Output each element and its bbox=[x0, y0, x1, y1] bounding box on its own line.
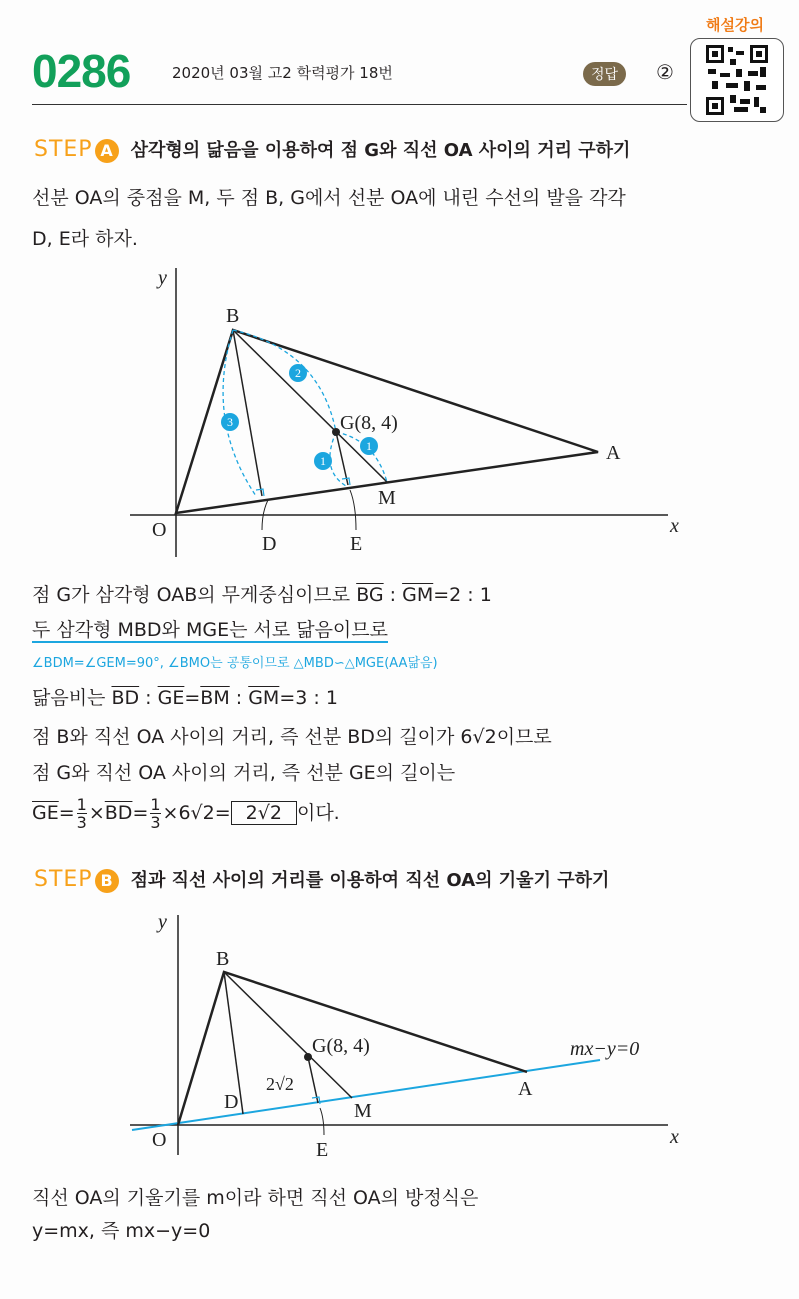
step-tag: STEP bbox=[34, 137, 93, 162]
problem-source: 2020년 03월 고2 학력평가 18번 bbox=[172, 64, 393, 82]
point-g bbox=[332, 428, 340, 436]
label-y: y bbox=[158, 911, 167, 933]
body-line-5: 점 G와 직선 OA 사이의 거리, 즉 선분 GE의 길이는 bbox=[32, 762, 456, 784]
label-e: E bbox=[350, 533, 363, 555]
text: : bbox=[139, 687, 158, 709]
step-letter: B bbox=[95, 869, 119, 893]
arrow-e bbox=[350, 490, 356, 530]
qr-code[interactable] bbox=[690, 38, 784, 122]
step-title: 점과 직선 사이의 거리를 이용하여 직선 OA의 기울기 구하기 bbox=[130, 870, 610, 891]
marker-1a: 1 bbox=[366, 439, 372, 453]
intro-line-2: D, E라 하자. bbox=[32, 228, 138, 250]
step-b-line-1: 직선 OA의 기울기를 m이라 하면 직선 OA의 방정식은 bbox=[32, 1187, 479, 1209]
label-g: G(8, 4) bbox=[340, 412, 398, 434]
label-x: x bbox=[670, 1126, 679, 1148]
segment-gm: $\overline{GM}$ bbox=[248, 687, 280, 709]
step-tag: STEP bbox=[34, 867, 93, 892]
fraction bbox=[150, 796, 160, 831]
right-angle-d bbox=[256, 489, 264, 496]
boxed-answer: 2√2 bbox=[231, 801, 297, 825]
segment-ge bbox=[336, 432, 348, 485]
step-title: 삼각형의 닮음을 이용하여 점 G와 직선 OA 사이의 거리 구하기 bbox=[130, 140, 631, 161]
marker-3: 3 bbox=[227, 415, 233, 429]
body-line-2 bbox=[32, 615, 388, 642]
text: =3 : 1 bbox=[279, 687, 338, 709]
text: : bbox=[383, 584, 403, 606]
segment-bd: $\overline{BD}$ bbox=[104, 802, 133, 824]
label-o: O bbox=[152, 519, 167, 541]
answer-badge: 정답 bbox=[583, 62, 626, 86]
body-line-6 bbox=[32, 796, 340, 831]
text: × bbox=[88, 802, 105, 824]
lecture-label[interactable]: 해설강의 bbox=[706, 16, 764, 34]
segment-bm: $\overline{BM}$ bbox=[200, 687, 230, 709]
text: : bbox=[229, 687, 249, 709]
label-m: M bbox=[378, 487, 396, 509]
text: 이다. bbox=[296, 802, 340, 824]
denominator: 3 bbox=[150, 813, 161, 832]
label-d: D bbox=[224, 1091, 239, 1113]
point-g bbox=[304, 1053, 312, 1061]
similarity-note: ∠BDM=∠GEM=90°, ∠BMO는 공통이므로 △MBD∽△MGE(AA닮음) bbox=[32, 656, 438, 671]
text: = bbox=[132, 802, 149, 824]
label-b: B bbox=[216, 948, 230, 970]
step-b-line-2: y=mx, 즉 mx−y=0 bbox=[32, 1220, 211, 1242]
numerator: 1 bbox=[76, 795, 87, 814]
qr-icon bbox=[706, 45, 768, 115]
label-a: A bbox=[606, 442, 621, 464]
segment-bg: $\overline{BG}$ bbox=[356, 584, 384, 606]
segment-ge: $\overline{GE}$ bbox=[157, 687, 185, 709]
marker-2: 2 bbox=[295, 366, 301, 380]
label-d: D bbox=[262, 533, 277, 555]
label-x: x bbox=[670, 515, 679, 537]
numerator: 1 bbox=[150, 795, 161, 814]
label-m: M bbox=[354, 1100, 372, 1122]
diagram-2 bbox=[0, 905, 799, 1165]
fraction bbox=[77, 796, 87, 831]
body-line-1 bbox=[32, 580, 492, 607]
underlined-text: 두 삼각형 MBD와 MGE는 서로 닮음이므로 bbox=[32, 619, 388, 641]
label-g: G(8, 4) bbox=[312, 1035, 370, 1057]
text: = bbox=[184, 687, 201, 709]
text: 닮음비는 bbox=[32, 687, 112, 709]
segment-bd: $\overline{BD}$ bbox=[111, 687, 140, 709]
problem-number: 0286 bbox=[32, 45, 131, 97]
step-b-heading bbox=[34, 866, 609, 893]
label-line-equation: mx−y=0 bbox=[570, 1038, 640, 1060]
arrow-e bbox=[320, 1108, 324, 1135]
label-a: A bbox=[518, 1078, 533, 1100]
divider bbox=[32, 104, 687, 105]
diagram-1 bbox=[0, 255, 799, 565]
label-o: O bbox=[152, 1129, 167, 1151]
answer-value: ② bbox=[656, 62, 674, 84]
label-e: E bbox=[316, 1139, 329, 1161]
marker-1b: 1 bbox=[320, 454, 326, 468]
segment-gm: $\overline{GM}$ bbox=[402, 584, 434, 606]
body-line-3 bbox=[32, 683, 338, 710]
text: =2 : 1 bbox=[433, 584, 492, 606]
intro-line-1: 선분 OA의 중점을 M, 두 점 B, G에서 선분 OA에 내린 수선의 발을 각각 bbox=[32, 187, 626, 209]
body-line-4: 점 B와 직선 OA 사이의 거리, 즉 선분 BD의 길이가 6√2이므로 bbox=[32, 726, 552, 748]
text: 점 G가 삼각형 OAB의 무게중심이므로 bbox=[32, 584, 357, 606]
denominator: 3 bbox=[76, 813, 87, 832]
text: = bbox=[58, 802, 75, 824]
step-letter: A bbox=[95, 139, 119, 163]
segment-ge: $\overline{GE}$ bbox=[32, 802, 59, 824]
step-a-heading bbox=[34, 136, 630, 163]
label-y: y bbox=[158, 267, 167, 289]
text: ×6√2= bbox=[162, 802, 231, 824]
label-b: B bbox=[226, 305, 240, 327]
label-distance: 2√2 bbox=[266, 1074, 294, 1094]
